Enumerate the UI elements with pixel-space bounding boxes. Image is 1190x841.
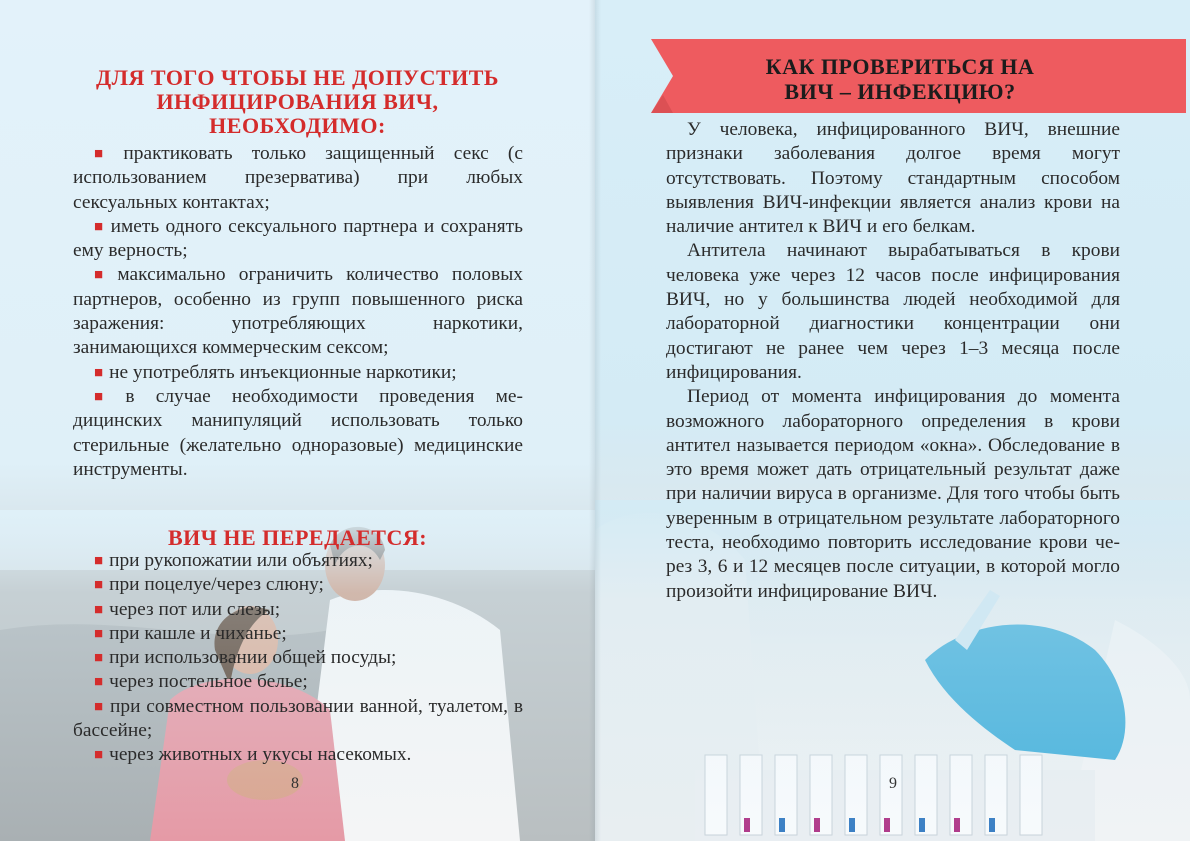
not-transmitted-item-text: через постельное белье; — [109, 671, 308, 693]
prevention-item-text: максимально ограничить количество половых партнеров, особенно из групп повышенного риска заражения: употребляющих наркотики, занимающихся коммерческим сексом; — [73, 264, 523, 359]
bullet-square-icon: ■ — [94, 267, 112, 284]
bullet-square-icon: ■ — [94, 698, 105, 715]
prevention-item-text: не употреблять инъекционные наркотики; — [109, 361, 457, 383]
list-item — [73, 142, 523, 215]
not-transmitted-item-text: при совместном пользовании ванной, туалетом, в бассейне; — [73, 695, 523, 742]
list-item — [73, 598, 523, 622]
bullet-square-icon: ■ — [94, 747, 104, 764]
testing-info — [666, 118, 1120, 604]
bullet-square-icon: ■ — [94, 674, 104, 691]
list-item — [73, 215, 523, 264]
how-to-test-heading-line1: КАК ПРОВЕРИТЬСЯ НА — [765, 54, 1035, 79]
bullet-square-icon: ■ — [94, 388, 120, 405]
list-item — [73, 263, 523, 360]
page-number-left: 8 — [291, 775, 299, 792]
not-transmitted-heading: ВИЧ НЕ ПЕРЕДАЕТСЯ: — [167, 525, 428, 550]
how-to-test-heading-line2: ВИЧ – ИНФЕКЦИЮ? — [784, 79, 1016, 104]
list-item — [73, 385, 523, 482]
bullet-square-icon: ■ — [94, 650, 104, 667]
not-transmitted-item-text: через пот или слезы; — [109, 598, 281, 620]
list-item — [73, 549, 523, 573]
bullet-square-icon: ■ — [94, 146, 118, 162]
bullet-square-icon: ■ — [94, 625, 104, 642]
list-item — [73, 646, 523, 670]
prevention-heading-line1: ДЛЯ ТОГО ЧТОБЫ НЕ ДОПУСТИТЬ — [96, 65, 499, 90]
bullet-square-icon: ■ — [94, 601, 104, 618]
not-transmitted-list — [73, 549, 523, 768]
bullet-square-icon: ■ — [94, 577, 104, 594]
list-item — [73, 743, 523, 767]
not-transmitted-item-text: при поцелуе/через слюну; — [109, 574, 324, 596]
prevention-heading-line3: НЕОБХОДИМО: — [209, 113, 386, 138]
paragraph: Период от момента инфицирования до момента возможного лабораторного определения в крови антител называется периодом «окна». Обследование в это время может дать отрицательный результат даже при наличии вируса в организме. Для того чтобы быть уверенным в отрицательном результате лабораторного теста, необходимо повторить исследование крови через 3, 6 и 12 месяцев после ситуации, в которой могло произойти инфицирование ВИЧ. — [666, 386, 1120, 602]
prevention-heading-line2: ИНФИЦИРОВАНИЯ ВИЧ, — [156, 89, 439, 114]
not-transmitted-item-text: при кашле и чиханье; — [109, 622, 287, 644]
not-transmitted-item-text: при рукопожатии или объятиях; — [109, 550, 373, 571]
how-to-test-heading — [680, 54, 1120, 104]
not-transmitted-item-text: через животных и укусы насекомых. — [109, 744, 412, 766]
list-item — [73, 695, 523, 744]
bullet-square-icon: ■ — [94, 364, 104, 381]
bullet-square-icon: ■ — [94, 218, 105, 235]
bullet-square-icon: ■ — [94, 553, 104, 569]
list-item — [73, 670, 523, 694]
not-transmitted-item-text: при использовании общей посуды; — [109, 647, 397, 669]
prevention-item-text: в случае необходимости проведения медицинских манипуляций использовать только стерильные (желательно одноразовые) медицинские инструменты. — [73, 385, 523, 480]
page-number-right: 9 — [889, 775, 897, 792]
list-item — [73, 361, 523, 385]
prevention-heading — [60, 66, 535, 138]
prevention-list — [73, 142, 523, 482]
paragraph: У человека, инфицированного ВИЧ, внешние признаки заболевания долгое время могут отсутствовать. Поэтому стандартным способом выявления ВИЧ-инфекции является анализ крови на наличие антител к ВИЧ и его белкам. — [666, 119, 1120, 238]
prevention-item-text: иметь одного сексуального партнера и сохранять ему верность; — [73, 215, 523, 262]
prevention-item-text: практиковать только защищенный секс (с использованием презерватива) при любых сексуальных контактах; — [73, 143, 523, 213]
list-item — [73, 622, 523, 646]
paragraph: Антитела начинают вырабатываться в крови человека уже через 12 часов после инфицирования ВИЧ, но у большинства людей необходимой для лабораторной диагностики концентрации они достигают не ранее чем через 1–3 месяца после инфицирования. — [666, 240, 1120, 383]
list-item — [73, 573, 523, 597]
